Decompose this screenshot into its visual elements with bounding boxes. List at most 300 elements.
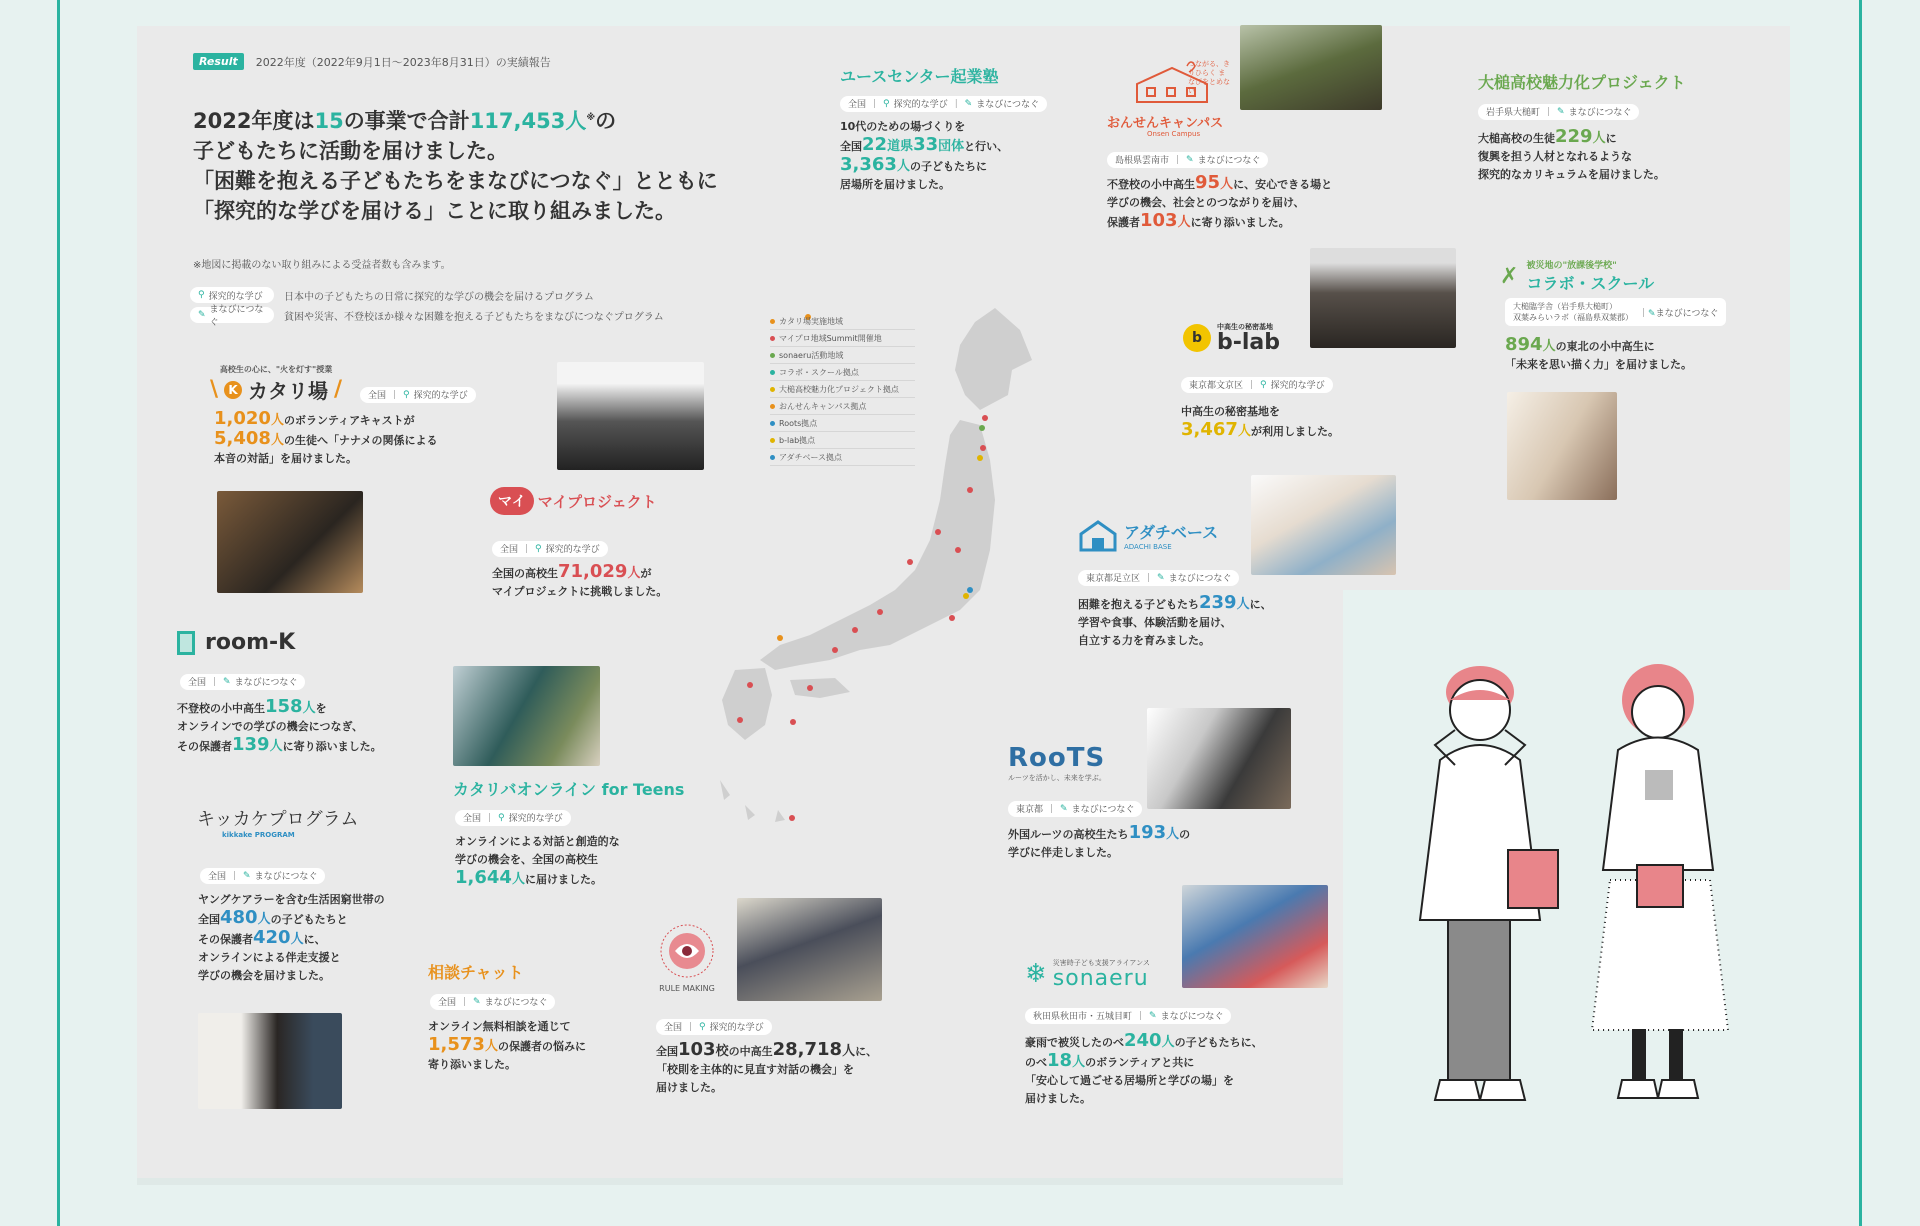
text: 届けました。: [656, 1081, 722, 1094]
legend-dot-icon: [770, 438, 775, 443]
katariba-photo-class: [217, 491, 363, 593]
tag-label: 探究的な学び: [413, 391, 468, 401]
tag-label: まなびにつなぐ: [234, 678, 298, 688]
katariba-tags: [360, 383, 476, 403]
katariba-photo-group: [557, 362, 704, 470]
adachi-house-icon: [1078, 518, 1118, 552]
pencil-icon: ✎: [1186, 154, 1194, 165]
onsen-tags: [1107, 148, 1268, 168]
unit: 人: [627, 566, 641, 581]
program-legend: [190, 285, 664, 328]
text: に寄り添いました。: [1190, 216, 1290, 229]
map-marker: [980, 445, 986, 451]
myproject-logo: [490, 487, 657, 515]
unit: 校: [715, 1044, 729, 1059]
collabo-students: 894: [1505, 334, 1543, 355]
collabo-photo: [1507, 392, 1617, 500]
magnifier-icon: ⚲: [198, 290, 205, 300]
legend-desc: 貧困や災害、不登校ほか様々な困難を抱える子どもたちをまなびにつなぐプログラム: [284, 311, 664, 323]
pencil-icon: ✎: [1557, 106, 1565, 117]
map-legend-label: 大槌高校魅力化プロジェクト拠点: [779, 384, 899, 394]
tag-area: 島根県雲南市: [1115, 156, 1170, 166]
text: マイプロジェクトに挑戦しました。: [492, 585, 668, 598]
headline-count-projects: 15: [314, 109, 344, 133]
unit: 人: [1236, 597, 1250, 612]
legend-dot-icon: [770, 404, 775, 409]
legend-desc: 日本中の子どもたちの日常に探究的な学びの機会を届けるプログラム: [284, 291, 594, 303]
map-legend-item: [770, 313, 915, 330]
boy-figure: [1420, 666, 1558, 1100]
tag-label: 探究的な学び: [545, 545, 600, 555]
legend-dot-icon: [770, 387, 775, 392]
blab-logo-icon: b: [1183, 324, 1211, 352]
kikkake-tags: [200, 864, 325, 884]
pencil-icon: ✎: [1648, 308, 1656, 319]
unit: 人: [1166, 827, 1180, 842]
text: ヤングケアラーを含む生活困窮世帯の: [198, 893, 385, 906]
text: 学びの機会、社会とのつながりを届け、: [1107, 196, 1305, 209]
headline-line-4: 「探究的な学びを届ける」ことに取り組みました。: [193, 199, 676, 223]
result-badge: Result: [193, 53, 244, 70]
text: 居場所を届けました。: [840, 178, 950, 191]
adachi-tags: [1078, 566, 1239, 586]
map-marker: [967, 487, 973, 493]
roomk-text: [177, 698, 457, 756]
map-kyushu: [722, 668, 772, 740]
pencil-icon: ✎: [964, 98, 973, 109]
unit: 人: [896, 159, 910, 174]
unit: 人: [1237, 424, 1251, 439]
rule-logo-text: RULE MAKING: [659, 984, 715, 993]
katariba-students: 5,408: [214, 428, 271, 449]
adachi-photo: [1251, 475, 1396, 575]
tag-pill: 東京都文京区 ｜ ⚲ 探究的な学び: [1181, 377, 1333, 393]
text: 探究的なカリキュラムを届けました。: [1478, 168, 1665, 181]
headline-text: の: [595, 109, 617, 133]
youth-tags: [840, 92, 1047, 112]
unit: 人: [842, 1044, 856, 1059]
roomk-parents: 139: [232, 734, 270, 755]
text: 大槌高校の生徒: [1478, 132, 1555, 145]
collabo-tags: 大槌臨学舎（岩手県大槌町） 双葉みらいラボ（福島県双葉郡） ｜✎まなびにつなぐ: [1505, 298, 1726, 326]
text: 届けました。: [1025, 1092, 1091, 1105]
tag-area: 大槌臨学舎（岩手県大槌町）: [1513, 302, 1617, 311]
text: 学びの機会を、全国の高校生: [455, 853, 598, 866]
unit: 人: [1220, 177, 1234, 192]
tag-pill: 島根県雲南市 ｜ ✎ まなびにつなぐ: [1107, 152, 1268, 168]
text: 学びに伴走しました。: [1008, 846, 1118, 859]
online-text: [455, 833, 715, 889]
map-marker: [949, 615, 955, 621]
text: オンラインでの学びの機会につなぎ、: [177, 720, 364, 733]
girl-figure: [1592, 664, 1728, 1098]
map-legend-label: アダチベース拠点: [779, 452, 843, 462]
text: 寄り添いました。: [428, 1058, 516, 1071]
text: 「未来を思い描く力」を届けました。: [1505, 358, 1692, 371]
legend-dot-icon: [770, 336, 775, 341]
youth-center-title: ユースセンター起業塾: [840, 67, 999, 86]
blab-text: [1181, 403, 1421, 441]
map-legend-label: sonaeru活動地域: [779, 350, 844, 360]
headline-unit: 人: [565, 109, 587, 133]
katariba-logo: [210, 364, 342, 404]
blab-logo-text: b-lab: [1217, 330, 1281, 355]
roots-students: 193: [1128, 822, 1167, 843]
collabo-title: コラボ・スクール: [1526, 274, 1655, 293]
text: 学習や食事、体験活動を届け、: [1078, 616, 1232, 629]
rule-students: 28,718: [772, 1039, 843, 1060]
tag-label: まなびにつなぐ: [1568, 108, 1632, 118]
map-marker: [977, 455, 983, 461]
slash-right-icon: /: [334, 377, 343, 402]
onsen-parents: 103: [1140, 210, 1178, 231]
chat-text: [428, 1018, 648, 1074]
kikkake-parents: 420: [253, 927, 291, 948]
map-legend-label: b-lab拠点: [779, 435, 816, 445]
text: 自立する力を育みました。: [1078, 634, 1210, 647]
magnifier-icon: ⚲: [699, 1021, 706, 1032]
tag-area: 東京都文京区: [1189, 381, 1244, 391]
blab-tags: [1181, 373, 1333, 393]
legend-dot-icon: [770, 319, 775, 324]
roots-logo: [1008, 743, 1106, 783]
map-legend-item: [770, 415, 915, 432]
text: のボランティアキャストが: [283, 414, 415, 427]
tag-label: 探究的な学び: [1270, 381, 1325, 391]
headline-line-2: 子どもたちに活動を届けました。: [193, 139, 508, 163]
magnifier-icon: ⚲: [403, 389, 410, 400]
youth-children: 3,363: [840, 154, 897, 175]
map-legend-item: [770, 398, 915, 415]
roomk-logo: [177, 630, 295, 655]
map-legend-item: [770, 449, 915, 466]
headline-footnote-mark: ※: [586, 113, 596, 123]
unit: 人: [484, 1039, 498, 1054]
text: に、: [1249, 598, 1272, 611]
card-shadow-strip: [137, 1178, 1347, 1185]
text: 困難を抱える子どもたち: [1078, 598, 1199, 611]
tag-pill: 東京都足立区 ｜ ✎ まなびにつなぐ: [1078, 570, 1239, 586]
map-shikoku: [790, 678, 850, 698]
text: が: [640, 567, 652, 580]
adachi-logo-text: アダチベース: [1124, 522, 1219, 542]
tag-connect: [190, 305, 274, 328]
adachi-logo-sub: ADACHI BASE: [1124, 542, 1172, 551]
text: の子どもたちに、: [1174, 1036, 1263, 1049]
katariba-k-icon: K: [224, 381, 242, 399]
kikkake-logo-sub: kikkake PROGRAM: [222, 831, 295, 839]
roomk-tags: [180, 670, 305, 690]
legend-dot-icon: [770, 353, 775, 358]
otsuchi-title: 大槌高校魅力化プロジェクト: [1478, 73, 1686, 92]
legend-dot-icon: [770, 455, 775, 460]
rule-text: [656, 1041, 936, 1097]
myproject-bubble-icon: マイ: [490, 487, 534, 515]
text: 豪雨で被災したのべ: [1025, 1036, 1124, 1049]
map-legend-label: Roots拠点: [779, 418, 818, 428]
sonaeru-children: 240: [1124, 1030, 1162, 1051]
roots-tags: [1008, 797, 1142, 817]
map-marker: [935, 529, 941, 535]
youth-text: [840, 118, 1090, 194]
tag-label: まなびにつなぐ: [484, 998, 548, 1008]
kikkake-logo-text: キッカケプログラム: [197, 809, 359, 830]
tag-area: 全国: [188, 678, 207, 688]
pencil-icon: ✎: [243, 870, 251, 881]
pencil-icon: ✎: [473, 996, 481, 1007]
text: 復興を担う人材となれるような: [1478, 150, 1632, 163]
map-legend-item: [770, 347, 915, 364]
footnote: ※地図に掲載のない取り組みによる受益者数も含みます。: [193, 260, 451, 271]
pencil-icon: ✎: [1157, 572, 1165, 583]
magnifier-icon: ⚲: [883, 98, 890, 109]
roots-text: [1008, 824, 1288, 862]
magnifier-icon: ⚲: [535, 543, 542, 554]
tag-label: まなびにつなぐ: [1168, 574, 1232, 584]
chat-parents: 1,573: [428, 1034, 485, 1055]
headline-text: 2022年度は: [193, 109, 315, 133]
tag-area: 全国: [368, 391, 387, 401]
magnifier-icon: ⚲: [1260, 379, 1267, 390]
tag-label: まなびにつなぐ: [209, 305, 264, 328]
sonaeru-logo-sub: 災害時子ども支援アライアンス: [1052, 959, 1150, 967]
map-legend-item: [770, 364, 915, 381]
otsuchi-tags: [1478, 100, 1639, 120]
sonaeru-snowflake-icon: ❄: [1025, 959, 1047, 989]
map-legend: [770, 313, 915, 466]
tag-label: まなびにつなぐ: [1655, 308, 1719, 319]
pencil-icon: ✎: [1149, 1010, 1157, 1021]
students-illustration: [1400, 640, 1730, 1120]
text: の子どもたちに: [909, 160, 987, 173]
sonaeru-photo: [1182, 885, 1328, 988]
map-legend-label: コラボ・スクール拠点: [779, 367, 859, 377]
tag-inquiry: [190, 287, 274, 303]
onsen-students: 95: [1195, 172, 1221, 193]
chat-title: 相談チャット: [428, 963, 524, 982]
legend-row: [190, 305, 664, 328]
tag-label: まなびにつなぐ: [1071, 805, 1135, 815]
map-marker: [790, 719, 796, 725]
tag-area: 全国: [208, 872, 227, 882]
katariba-logo-caption: 高校生の心に、"火を灯す"授業: [219, 365, 333, 374]
map-marker: [852, 627, 858, 633]
text: 10代のための場づくりを: [840, 120, 966, 133]
tag-label: 探究的な学び: [208, 291, 263, 302]
pencil-icon: ✎: [1060, 803, 1068, 814]
text: が利用しました。: [1250, 425, 1339, 438]
text: 外国ルーツの高校生たち: [1008, 828, 1129, 841]
tag-area: 岩手県大槌町: [1486, 108, 1541, 118]
slash-left-icon: \: [210, 377, 219, 402]
unit: 人: [1542, 339, 1556, 354]
text: オンラインによる伴走支援と: [198, 951, 341, 964]
online-photo: [453, 666, 600, 766]
tag-label: まなびにつなぐ: [254, 872, 318, 882]
pencil-icon: ✎: [198, 310, 206, 320]
roomk-students: 158: [265, 696, 303, 717]
otsuchi-students: 229: [1555, 126, 1593, 147]
legend-dot-icon: [770, 370, 775, 375]
tag-pill: 全国 ｜ ⚲ 探究的な学び: [656, 1019, 772, 1035]
text: に、安心できる場と: [1233, 178, 1333, 191]
sonaeru-logo-text: sonaeru: [1052, 966, 1149, 991]
text: の東北の小中高生に: [1555, 340, 1655, 353]
rule-photo: [737, 898, 882, 1001]
map-hokkaido: [955, 308, 1032, 410]
map-legend-label: カタリ場実施地域: [779, 316, 843, 326]
unit: 人: [1592, 131, 1606, 146]
onsen-handwritten: つながる、きりひらく まなびをとめない: [1188, 60, 1230, 95]
adachi-text: [1078, 594, 1358, 650]
unit: 人: [1161, 1035, 1175, 1050]
text: 全国の高校生: [492, 567, 558, 580]
map-marker: [877, 609, 883, 615]
text: 全国: [656, 1045, 678, 1058]
myproject-text: [492, 563, 752, 601]
map-legend-label: マイプロ地域Summit開催地: [779, 333, 882, 343]
tag-area: 全国: [463, 814, 482, 824]
pencil-icon: ✎: [223, 676, 231, 687]
tag-area: 秋田県秋田市・五城目町: [1033, 1012, 1133, 1022]
sonaeru-volunteers: 18: [1047, 1050, 1073, 1071]
map-marker: [979, 425, 985, 431]
text: に、: [303, 933, 326, 946]
text: 保護者: [1107, 216, 1140, 229]
map-marker: [967, 587, 973, 593]
tag-label: 探究的な学び: [893, 100, 948, 110]
adachi-children: 239: [1199, 592, 1237, 613]
roots-photo: [1147, 708, 1291, 809]
myproject-logo-text: マイプロジェクト: [537, 492, 657, 511]
myproject-tags: [492, 537, 608, 557]
text: と行い、: [964, 140, 1009, 153]
tag-pill: 秋田県秋田市・五城目町 ｜ ✎ まなびにつなぐ: [1025, 1008, 1231, 1024]
unit: 人: [270, 413, 284, 428]
katariba-volunteers: 1,020: [214, 408, 271, 429]
map-legend-label: おんせんキャンパス拠点: [779, 401, 867, 411]
katariba-text: [214, 410, 514, 468]
collabo-logo-icon: ✗: [1500, 263, 1519, 289]
map-islands: [720, 780, 785, 822]
legend-dot-icon: [770, 421, 775, 426]
onsen-logo: [1107, 58, 1252, 138]
text: オンラインによる対話と創造的な: [455, 835, 620, 848]
text: の子どもたちと: [270, 913, 348, 926]
text: に届けました。: [524, 873, 602, 886]
text: 不登校の小中高生: [177, 702, 265, 715]
blab-photo: [1310, 248, 1456, 348]
myproject-count: 71,029: [558, 561, 628, 582]
sonaeru-logo: [1025, 958, 1150, 990]
kikkake-children: 480: [220, 907, 258, 928]
text: のボランティアと共に: [1085, 1056, 1195, 1069]
text: の生徒へ「ナナメの関係による: [283, 434, 438, 447]
tag-pill: 全国 ｜ ✎ まなびにつなぐ: [180, 674, 305, 690]
tag-area: 全国: [848, 100, 867, 110]
tag-label: まなびにつなぐ: [1160, 1012, 1224, 1022]
text: に寄り添いました。: [282, 740, 382, 753]
text: 「安心して過ごせる居場所と学びの場」を: [1025, 1074, 1234, 1087]
report-period: 2022年度（2022年9月1日〜2023年8月31日）の実績報告: [255, 55, 551, 69]
map-marker: [955, 547, 961, 553]
unit: 団体: [938, 139, 965, 154]
collabo-sub: 被災地の"放課後学校": [1526, 261, 1617, 271]
tag-area: 全国: [664, 1023, 683, 1033]
sonaeru-text: [1025, 1032, 1325, 1108]
tag-pill: 岩手県大槌町 ｜ ✎ まなびにつなぐ: [1478, 104, 1639, 120]
headline-text: の事業で合計: [343, 109, 470, 133]
text: 全国: [198, 913, 220, 926]
katariba-logo-text: カタリ場: [248, 379, 329, 403]
unit: 道県: [887, 139, 914, 154]
rule-logo-icon: [658, 922, 716, 980]
sonaeru-tags: [1025, 1004, 1231, 1024]
unit: 人: [1177, 215, 1191, 230]
headline-total: 117,453: [469, 109, 566, 133]
map-marker: [807, 685, 813, 691]
tag-pill: 全国 ｜ ✎ まなびにつなぐ: [430, 994, 555, 1010]
rule-tags: [656, 1015, 772, 1035]
chat-tags: [430, 990, 555, 1010]
map-marker: [737, 717, 743, 723]
magnifier-icon: ⚲: [498, 812, 505, 823]
tag-area: 東京都: [1016, 805, 1044, 815]
text: 中高生の秘密基地を: [1181, 405, 1280, 418]
tag-pill: 全国 ｜ ✎ まなびにつなぐ: [200, 868, 325, 884]
kikkake-photo: [198, 1013, 342, 1109]
headline-line-3: 「困難を抱える子どもたちをまなびにつなぐ」とともに: [193, 169, 718, 193]
text: の: [1179, 828, 1191, 841]
onsen-logo-sub: Onsen Campus: [1147, 130, 1201, 138]
text: 学びの機会を届けました。: [198, 969, 330, 982]
map-marker: [907, 559, 913, 565]
text: オンライン無料相談を通じて: [428, 1020, 571, 1033]
adachi-logo: [1078, 518, 1218, 552]
text: に: [1605, 132, 1617, 145]
onsen-logo-text: おんせんキャンパス: [1107, 116, 1224, 131]
map-legend-item: [770, 381, 915, 398]
tag-pill: 全国 ｜ ⚲ 探究的な学び: [492, 541, 608, 557]
tag-pill: 全国 ｜ ⚲ 探究的な学び: [455, 810, 571, 826]
text: のべ: [1025, 1056, 1047, 1069]
rule-logo: [656, 922, 718, 993]
tag-area: 全国: [438, 998, 457, 1008]
unit: 人: [302, 701, 316, 716]
map-marker: [747, 682, 753, 688]
text: その保護者: [177, 740, 232, 753]
otsuchi-text: [1478, 128, 1738, 184]
tag-area: 双葉みらいラボ（福島県双葉郡）: [1513, 313, 1633, 322]
tag-pill: 全国 ｜ ⚲ 探究的な学び ｜ ✎ まなびにつなぐ: [840, 96, 1047, 112]
text: を: [315, 702, 327, 715]
youth-prefectures: 22: [862, 134, 888, 155]
collabo-logo: [1500, 258, 1654, 294]
unit: 人: [290, 932, 304, 947]
rule-schools: 103: [678, 1039, 716, 1060]
roots-logo-sub: ルーツを活かし、未来を学ぶ。: [1008, 774, 1106, 782]
door-icon: [177, 631, 195, 655]
onsen-photo: [1240, 25, 1382, 110]
kikkake-text: [198, 891, 458, 985]
youth-organizations: 33: [913, 134, 939, 155]
kikkake-logo: [197, 805, 358, 839]
unit: 人: [511, 872, 525, 887]
blab-logo: [1183, 322, 1280, 354]
map-marker: [777, 635, 783, 641]
text: 不登校の小中高生: [1107, 178, 1195, 191]
online-students: 1,644: [455, 867, 512, 888]
